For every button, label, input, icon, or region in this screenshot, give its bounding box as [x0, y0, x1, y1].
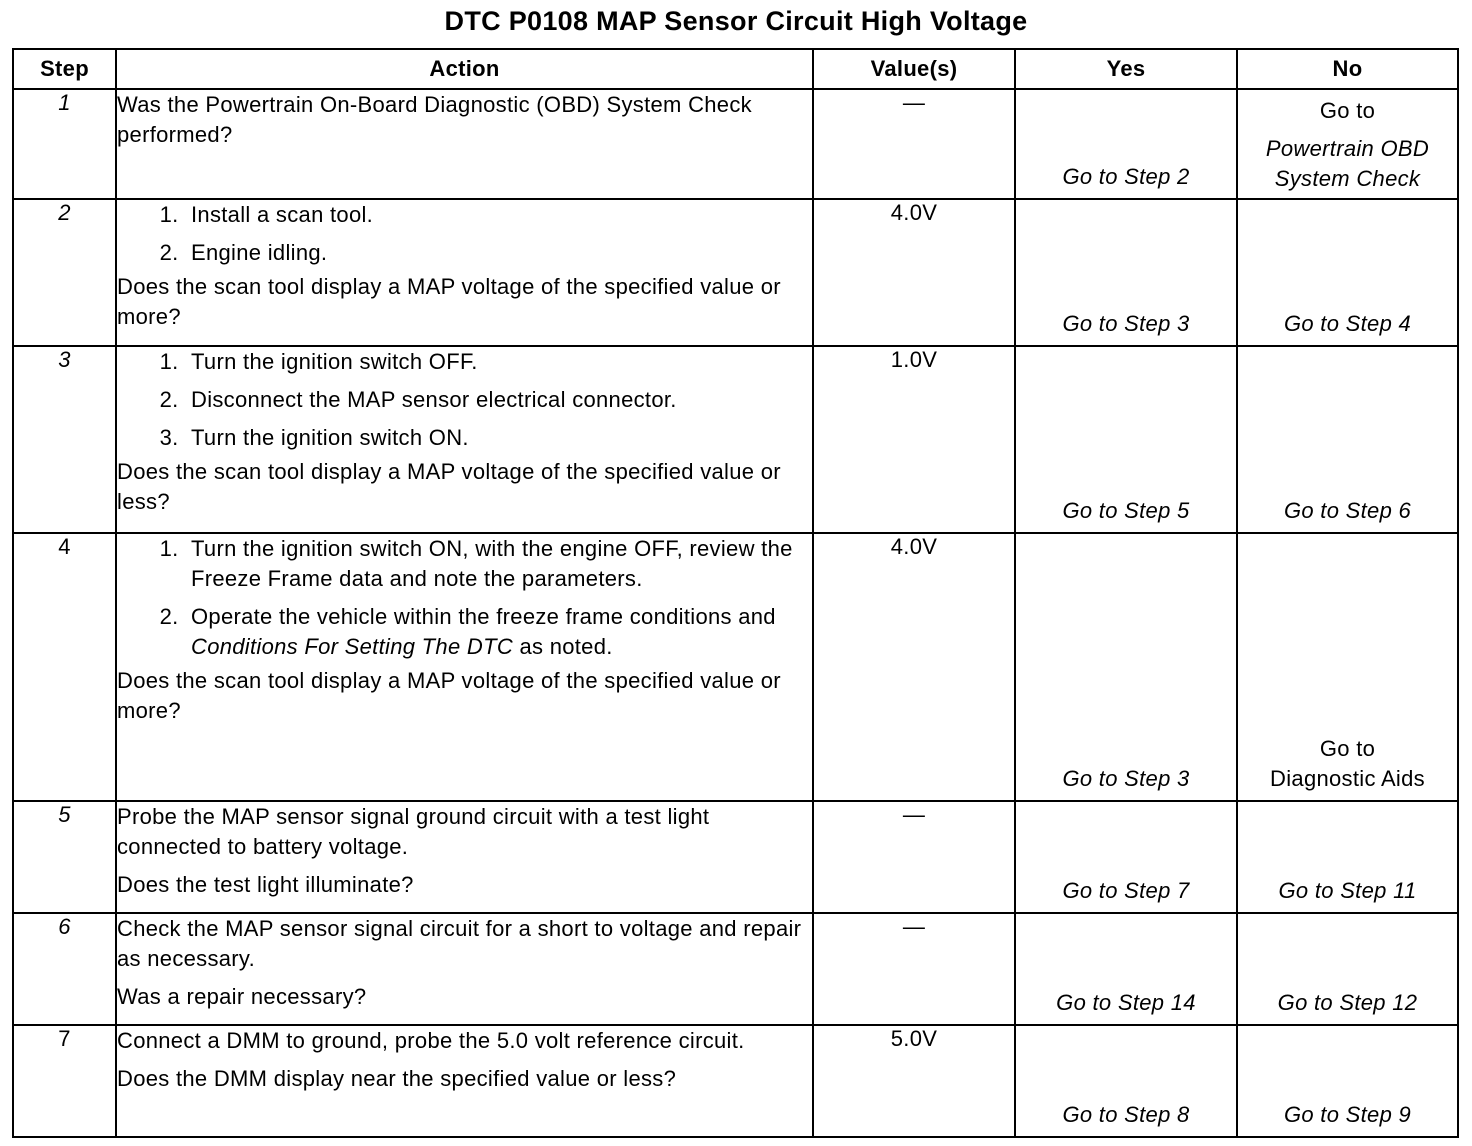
diagnostic-table [12, 48, 1459, 1138]
step-number: 1 [13, 89, 116, 199]
action-question: Does the scan tool display a MAP voltage of the specified value or more? [117, 274, 781, 329]
value-cell: 4.0V [813, 199, 1015, 346]
action-question: Does the scan tool display a MAP voltage of the specified value or less? [117, 459, 781, 514]
value-cell: 4.0V [813, 533, 1015, 801]
yes-link[interactable]: Go to Step 14 [1056, 990, 1196, 1015]
action-question: Does the DMM display near the specified value or less? [117, 1066, 677, 1091]
action-text: Was the Powertrain On-Board Diagnostic (OBD) System Check performed? [117, 92, 752, 147]
header-row [13, 49, 1458, 89]
header-action: Action [116, 49, 813, 89]
action-cell [116, 89, 813, 199]
action-question: Does the test light illuminate? [117, 872, 414, 897]
step-number: 2 [13, 199, 116, 346]
no-link[interactable]: Go to Step 6 [1283, 498, 1412, 523]
table-row [13, 801, 1458, 913]
instruction-list [117, 347, 812, 453]
action-cell [116, 913, 813, 1025]
yes-cell [1015, 199, 1237, 346]
header-no: No [1237, 49, 1458, 89]
list-item [185, 602, 812, 662]
page-title: DTC P0108 MAP Sensor Circuit High Voltage [444, 6, 1028, 36]
table-row [13, 346, 1458, 533]
item-text: as noted. [513, 634, 613, 659]
action-question: Was a repair necessary? [117, 984, 367, 1009]
action-cell [116, 346, 813, 533]
no-link[interactable]: Go to Step 9 [1283, 1102, 1412, 1127]
header-yes: Yes [1015, 49, 1237, 89]
yes-link[interactable]: Go to Step 3 [1062, 311, 1190, 336]
no-link[interactable]: Go to Step 12 [1277, 990, 1418, 1015]
instruction-list [117, 200, 812, 268]
yes-link[interactable]: Go to Step 2 [1062, 164, 1190, 189]
no-cell [1237, 913, 1458, 1025]
no-cell[interactable] [1237, 89, 1458, 199]
yes-cell [1015, 1025, 1237, 1137]
table-row [13, 199, 1458, 346]
list-item: 1. Turn the ignition switch ON, with the engine OFF, review the Freeze Frame data and note the parameters. [185, 534, 812, 594]
no-cell[interactable] [1237, 533, 1458, 801]
action-text: Check the MAP sensor signal circuit for a short to voltage and repair as necessary. [117, 916, 802, 971]
step-number: 3 [13, 346, 116, 533]
table-row [13, 913, 1458, 1025]
action-cell [116, 199, 813, 346]
no-link[interactable]: Go to Step 11 [1278, 878, 1417, 903]
list-item: 1. Install a scan tool. [185, 200, 812, 230]
value-cell: — [813, 801, 1015, 913]
action-cell [116, 801, 813, 913]
action-text: Connect a DMM to ground, probe the 5.0 volt reference circuit. [117, 1028, 745, 1053]
step-number: 5 [13, 801, 116, 913]
value-cell: — [813, 913, 1015, 1025]
yes-link[interactable]: Go to Step 7 [1062, 878, 1190, 903]
list-item: 1. Turn the ignition switch OFF. [185, 347, 812, 377]
no-link[interactable]: Powertrain OBD System Check [1265, 136, 1430, 191]
no-cell [1237, 801, 1458, 913]
value-cell: 1.0V [813, 346, 1015, 533]
yes-cell [1015, 533, 1237, 801]
table-row [13, 1025, 1458, 1137]
yes-link[interactable]: Go to Step 8 [1062, 1102, 1190, 1127]
item-text: Operate the vehicle within the freeze frame conditions and [191, 604, 776, 629]
yes-link[interactable]: Go to Step 5 [1062, 498, 1190, 523]
step-number: 7 [13, 1025, 116, 1137]
no-cell [1237, 199, 1458, 346]
step-number: 6 [13, 913, 116, 1025]
header-step: Step [13, 49, 116, 89]
table-row [13, 89, 1458, 199]
action-text: Probe the MAP sensor signal ground circuit with a test light connected to battery voltage. [117, 804, 710, 859]
no-cell [1237, 346, 1458, 533]
step-number: 4 [13, 533, 116, 801]
yes-cell [1015, 346, 1237, 533]
instruction-list [117, 534, 812, 662]
value-cell: — [813, 89, 1015, 199]
list-item: 2. Engine idling. [185, 238, 812, 268]
conditions-reference: Conditions For Setting The DTC [191, 634, 514, 659]
yes-cell [1015, 89, 1237, 199]
no-goto-label: Go to [1319, 98, 1376, 123]
yes-cell [1015, 801, 1237, 913]
list-item: 3. Turn the ignition switch ON. [185, 423, 812, 453]
yes-link[interactable]: Go to Step 3 [1062, 766, 1190, 791]
no-link[interactable]: Go to Step 4 [1283, 311, 1412, 336]
header-values: Value(s) [813, 49, 1015, 89]
action-cell [116, 533, 813, 801]
no-cell [1237, 1025, 1458, 1137]
action-question: Does the scan tool display a MAP voltage of the specified value or more? [117, 668, 781, 723]
value-cell: 5.0V [813, 1025, 1015, 1137]
no-goto-label: Go to [1319, 736, 1376, 761]
no-link[interactable]: Diagnostic Aids [1270, 766, 1425, 791]
action-cell [116, 1025, 813, 1137]
list-item: 2. Disconnect the MAP sensor electrical connector. [185, 385, 812, 415]
table-row [13, 533, 1458, 801]
yes-cell [1015, 913, 1237, 1025]
